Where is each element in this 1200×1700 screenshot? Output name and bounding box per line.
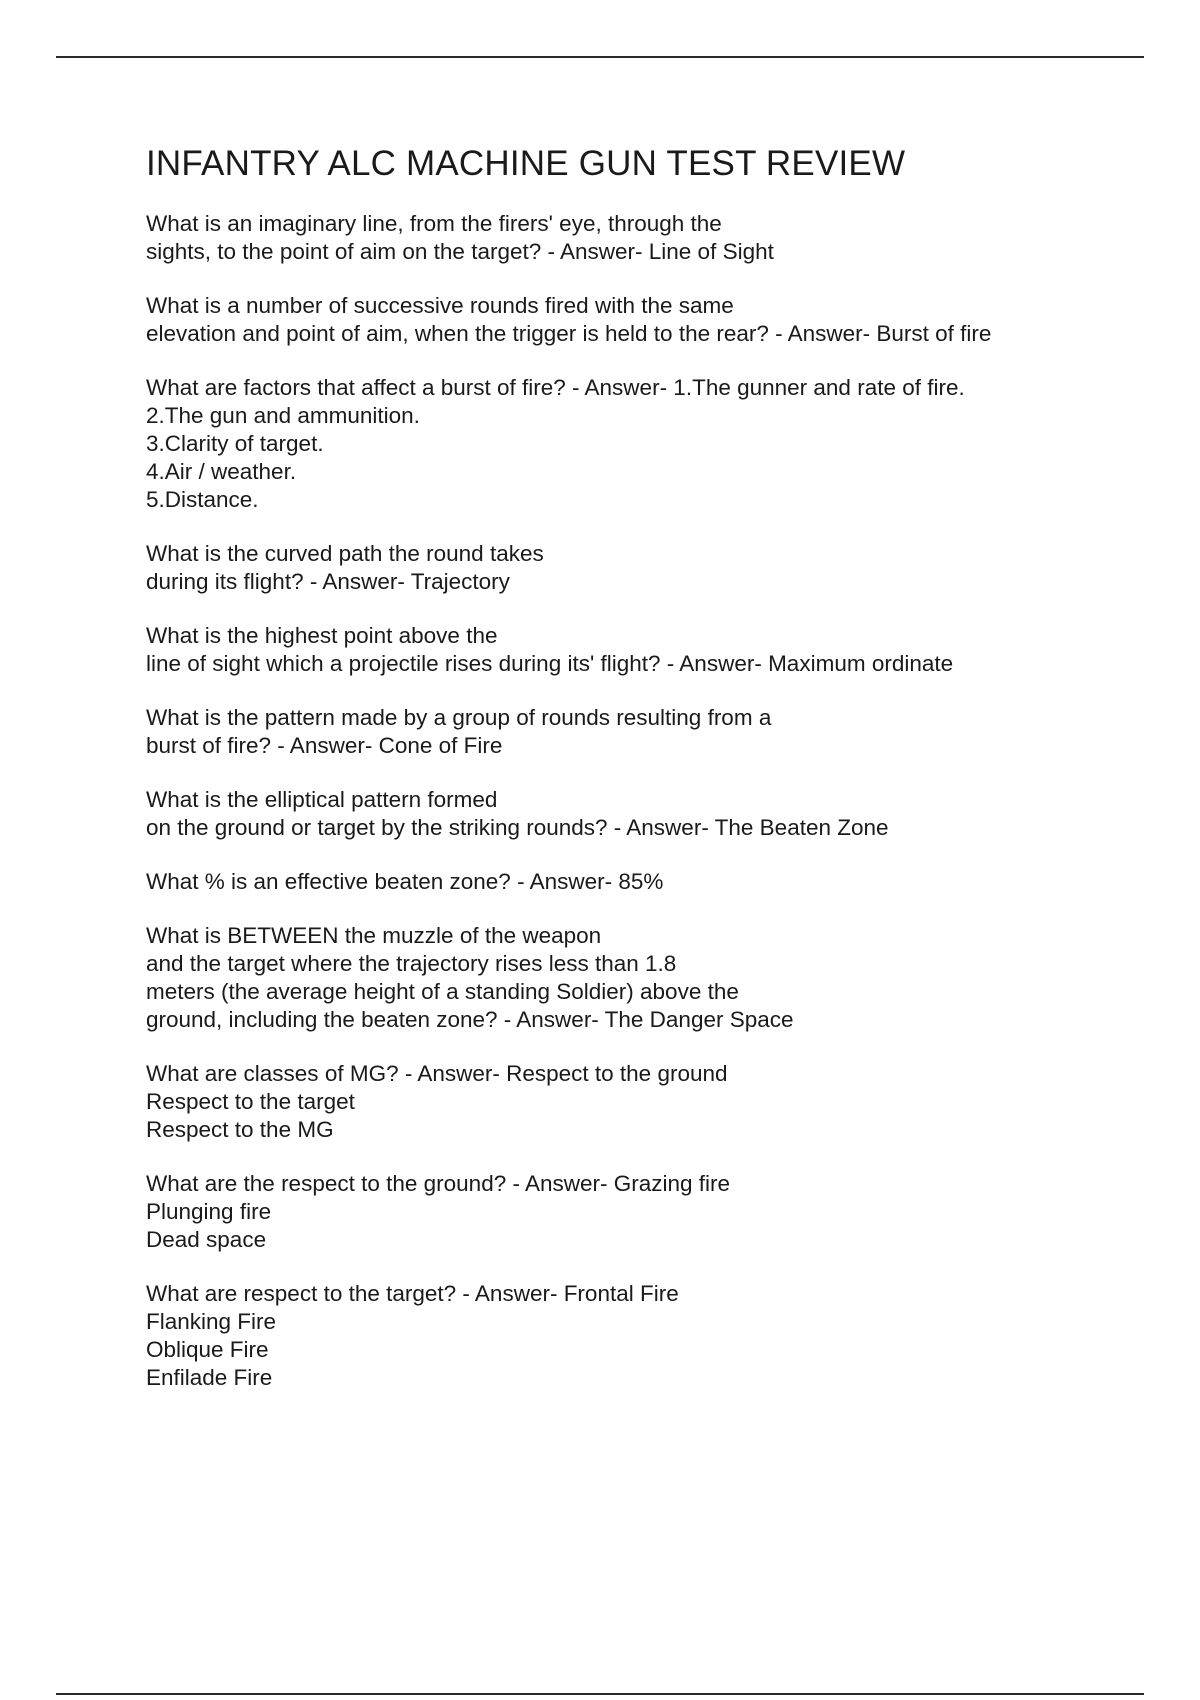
qa-item bbox=[146, 922, 1106, 1034]
qa-line: What is the curved path the round takes bbox=[146, 541, 544, 566]
qa-line: line of sight which a projectile rises during its' flight? - Answer- Maximum ordinate bbox=[146, 651, 954, 676]
qa-line: What is BETWEEN the muzzle of the weapon bbox=[146, 923, 602, 948]
qa-line: during its flight? - Answer- Trajectory bbox=[146, 569, 510, 594]
qa-line: burst of fire? - Answer- Cone of Fire bbox=[146, 733, 503, 758]
qa-line: What is the highest point above the bbox=[146, 623, 498, 648]
qa-line: What is the elliptical pattern formed bbox=[146, 787, 498, 812]
qa-item bbox=[146, 1060, 1106, 1144]
qa-line: What are classes of MG? - Answer- Respect to the ground bbox=[146, 1061, 728, 1086]
qa-line: Respect to the target bbox=[146, 1089, 355, 1114]
qa-item bbox=[146, 540, 1106, 596]
qa-line: What are factors that affect a burst of fire? - Answer- 1.The gunner and rate of fire. bbox=[146, 375, 965, 400]
qa-line: 3.Clarity of target. bbox=[146, 431, 324, 456]
qa-line: What is an imaginary line, from the firers' eye, through the bbox=[146, 211, 722, 236]
qa-line: 5.Distance. bbox=[146, 487, 259, 512]
top-divider bbox=[56, 56, 1144, 58]
qa-line: 4.Air / weather. bbox=[146, 459, 297, 484]
qa-item bbox=[146, 1170, 1106, 1254]
qa-line: Plunging fire bbox=[146, 1199, 272, 1224]
qa-line: Enfilade Fire bbox=[146, 1365, 273, 1390]
qa-line: and the target where the trajectory rises less than 1.8 bbox=[146, 951, 677, 976]
qa-item bbox=[146, 704, 1106, 760]
qa-line: on the ground or target by the striking rounds? - Answer- The Beaten Zone bbox=[146, 815, 889, 840]
qa-line: meters (the average height of a standing Soldier) above the bbox=[146, 979, 739, 1004]
bottom-divider bbox=[56, 1693, 1144, 1695]
qa-item bbox=[146, 1280, 1106, 1392]
qa-line: elevation and point of aim, when the trigger is held to the rear? - Answer- Burst of fire bbox=[146, 321, 992, 346]
qa-line: What are the respect to the ground? - Answer- Grazing fire bbox=[146, 1171, 731, 1196]
document-page bbox=[146, 140, 1106, 1418]
qa-item bbox=[146, 622, 1106, 678]
qa-line: What % is an effective beaten zone? - Answer- 85% bbox=[146, 869, 664, 894]
qa-line: Flanking Fire bbox=[146, 1309, 277, 1334]
qa-line: ground, including the beaten zone? - Answer- The Danger Space bbox=[146, 1007, 794, 1032]
qa-line: Respect to the MG bbox=[146, 1117, 334, 1142]
qa-item bbox=[146, 786, 1106, 842]
qa-item bbox=[146, 868, 1106, 896]
qa-line: 2.The gun and ammunition. bbox=[146, 403, 420, 428]
qa-line: sights, to the point of aim on the target? - Answer- Line of Sight bbox=[146, 239, 774, 264]
qa-line: What is the pattern made by a group of rounds resulting from a bbox=[146, 705, 772, 730]
qa-item bbox=[146, 292, 1106, 348]
qa-item bbox=[146, 210, 1106, 266]
qa-line: What are respect to the target? - Answer- Frontal Fire bbox=[146, 1281, 679, 1306]
document-title: INFANTRY ALC MACHINE GUN TEST REVIEW bbox=[146, 144, 906, 183]
qa-item bbox=[146, 374, 1106, 514]
qa-line: Dead space bbox=[146, 1227, 267, 1252]
qa-line: Oblique Fire bbox=[146, 1337, 269, 1362]
qa-line: What is a number of successive rounds fired with the same bbox=[146, 293, 734, 318]
